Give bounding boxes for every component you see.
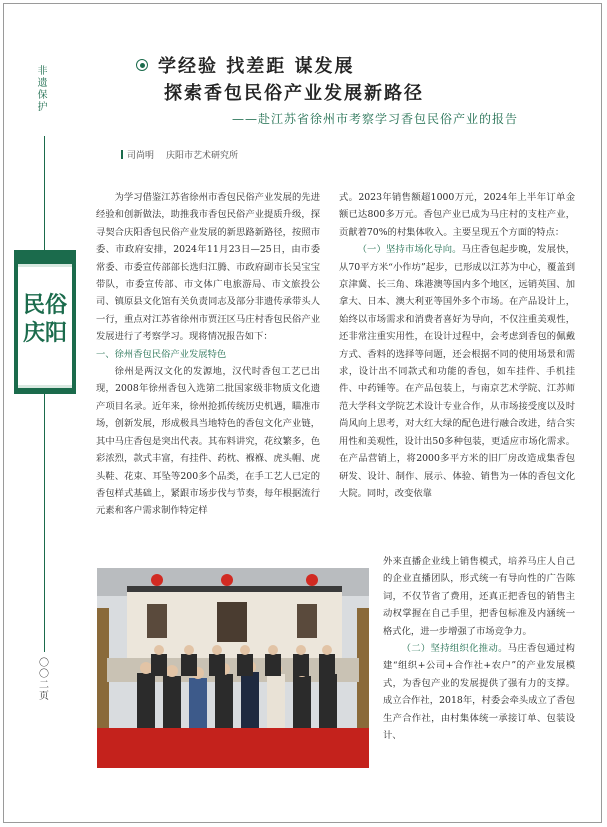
paragraph-b: 马庄香包通过构建“组织+公司+合作社+农户”的产业发展模式，为香包产业的发展提供了强有力的支撑。成立合作社，2018年，村委会牵头成立了香包生产合作社，由村集体统一承接订单、包装设计、 (383, 643, 575, 742)
group-photo (97, 568, 369, 768)
column-band (14, 250, 76, 394)
paragraph-a-continued: 外来直播企业线上销售模式，培养马庄人自己的企业直播团队，形式统一有导向性的广告陈词，不仅节省了费用，还真正把香包的销售主动权掌握在自己手里，把香包标准及内涵统一格式化，进一步增强了市场竞争力。 (383, 556, 575, 637)
title-line-1: 学经验 找差距 谋发展 (158, 56, 355, 77)
intro-paragraph: 为学习借鉴江苏省徐州市香包民俗产业发展的先进经验和创新做法，助推我市香包民俗产业提质升级，探寻契合庆阳香包民俗产业发展的新思路新路径，按照市委、市政府安排，2024年11月23日—25日，由市委常委、市委宣传部部长选归江腾、市政府副市长吴宝宝带队，市委宣传部、市文体广电旅游局、市文旅投公司、镇原县文化馆有关负责同志及部分非遗传承带头人一行，重点对江苏省徐州市贾汪区马庄村香包民俗产业发展进行了考察学习。现将情况报告如下： (96, 192, 320, 343)
section-heading-1: 一、徐州香包民俗产业发展特色 (96, 348, 227, 360)
section-tag: 非遗保护 (37, 66, 49, 113)
right-column-bottom (383, 553, 575, 744)
subtitle: ——赴江苏省徐州市考察学习香包民俗产业的报告 (232, 112, 519, 126)
page-number: 〇〇二页 (39, 658, 49, 702)
right-column-top (339, 189, 575, 502)
group-photo-illustration (97, 568, 369, 768)
byline-bar (121, 150, 123, 159)
continued-paragraph: 式。2023年销售额超1000万元，2024年上半年订单金额已达800多万元。香包产业已成为马庄村的支柱产业，贡献着70%的村集体收入。主要呈现五个方面的特点： (339, 192, 575, 238)
column-name: 民俗庆阳 (22, 292, 67, 346)
byline (121, 148, 238, 161)
circle-bullet-icon (136, 59, 148, 71)
left-column (96, 189, 320, 520)
paragraph-a: 马庄香包起步晚，发展快，从70平方米“小作坊”起步，已形成以江苏为中心，覆盖到京津冀、长三角、珠港澳等国内多个地区，远销英国、加拿大、日本、澳大利亚等国外多个市场。在产品设计上，始终以市场需求和消费者喜好为导向，不仅注重美观性，还非常注重实用性，在设计过程中，会考虑到香包的佩戴方式、香料的选择等问题，还会根据不同的使用场景和需求，设计出不同款式和功能的香包，如车挂件、手机挂件、中药锤等。在产品包装上，与南京艺术学院、江苏师范大学科文学院艺术设计专业合作，从市场接受度以及时尚风向上思考，对大红大绿的配色进行融合改进，结合实用性和美观性，设计出50多种包装，更适应市场化需求。在产品营销上，将2000多平方米的旧厂房改造成集香包研发、设计、制作、展示、体验、销售为一体的香包文化大院。同时，改变依靠 (339, 244, 575, 499)
title-line-2: 探索香包民俗产业发展新路径 (164, 83, 424, 104)
author-name: 司尚明 (127, 151, 155, 161)
author-org: 庆阳市艺术研究所 (166, 151, 239, 161)
subheading-a: （一）坚持市场化导向。 (357, 244, 462, 256)
subheading-b: （二）坚持组织化推动。 (401, 643, 508, 655)
side-rule-top (44, 136, 45, 250)
side-rule-bottom (44, 394, 45, 652)
column-band-inner (18, 264, 72, 388)
paragraph-1: 徐州是两汉文化的发源地，汉代时香包工艺已出现，2008年徐州香包入选第二批国家级非物质文化遗产项目名录。近年来，徐州抢抓传统历史机遇，瞄准市场，创新发展，形成极具当地特色的香包文化产业链，其中马庄香包是突出代表。其布料讲究，花纹繁多，色彩浓烈，款式丰富，有挂件、药枕、褓褓、虎头帽、虎头鞋、花束、耳坠等200多个品类，在手工艺人已定的香包样式基础上，紧跟市场步伐与节奏，每年根据流行元素和客户需求制作特定样 (96, 366, 320, 517)
